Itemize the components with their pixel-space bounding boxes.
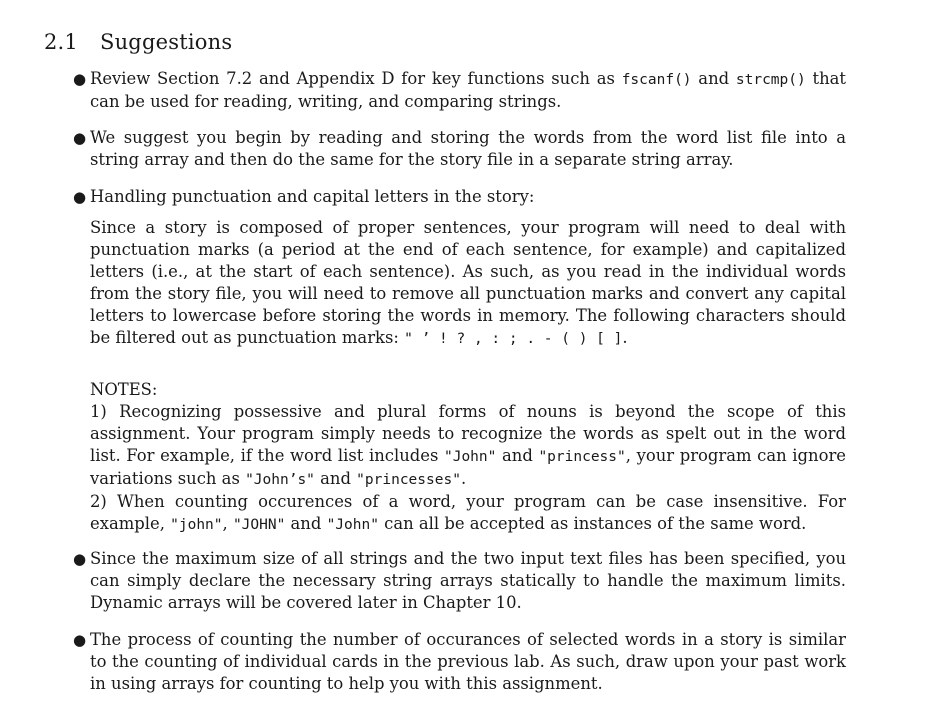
list-item-begin <box>73 127 846 171</box>
punctuation-chars: " ’ ! ? , : ; . - ( ) [ ] <box>404 331 623 347</box>
punctuation-body: Since a story is composed of proper sentences, your program will need to deal with punctuation marks (a period at the end of each sentence, for example) and capitalized letters (i.e., at the start of each sentence). As such, as you read in the individual words from the story file, you will need to remove all punctuation marks and convert any capital letters to lowercase before storing the words in memory. The following characters should be filtered out as punctuation marks: " ’ ! ? , : ; . - ( ) [ ]. <box>90 218 846 347</box>
section-number: 2.1 <box>44 30 78 54</box>
counting-text: The process of counting the number of occurances of selected words in a story is similar to the counting of individual cards in the previous lab. As such, draw upon your past work in using arrays for counting to help you with this assignment. <box>90 630 846 693</box>
review-text: Review Section 7.2 and Appendix D for key functions such as fscanf() and strcmp() that can be used for reading, writing, and comparing strings. <box>90 69 846 111</box>
bullet-icon: ● <box>73 70 87 88</box>
begin-text: We suggest you begin by reading and storing the words from the word list file into a string array and then do the same for the story file in a separate string array. <box>90 128 846 169</box>
section-heading <box>44 30 232 54</box>
list-item-counting <box>73 629 846 695</box>
punctuation-lead: Handling punctuation and capital letters in the story: <box>90 187 535 206</box>
maxsize-text: Since the maximum size of all strings and the two input text files has been specified, you can simply declare the necessary string arrays statically to handle the maximum limits. Dynamic arrays will be covered later in Chapter 10. <box>90 549 846 612</box>
code-fscanf: fscanf() <box>621 72 692 88</box>
bullet-icon: ● <box>73 631 87 649</box>
list-item-review <box>73 68 846 113</box>
note-2: 2) When counting occurences of a word, your program can be case insensitive. For example, "john", "JOHN" and "John" can all be accepted as instances of the same word. <box>90 492 846 533</box>
bullet-icon: ● <box>73 188 87 206</box>
note-1: 1) Recognizing possessive and plural forms of nouns is beyond the scope of this assignment. Your program simply needs to recognize the words as spelt out in the word list. For example, if the word list includes "John" and "princess", your program can ignore variations such as "John’s" and "princesses". <box>90 402 846 488</box>
code-strcmp: strcmp() <box>735 72 806 88</box>
section-title: Suggestions <box>100 30 233 54</box>
list-item-punctuation <box>73 186 846 536</box>
bullet-icon: ● <box>73 129 87 147</box>
bullet-icon: ● <box>73 550 87 568</box>
list-item-maxsize <box>73 548 846 614</box>
notes-title: NOTES: <box>90 380 158 399</box>
